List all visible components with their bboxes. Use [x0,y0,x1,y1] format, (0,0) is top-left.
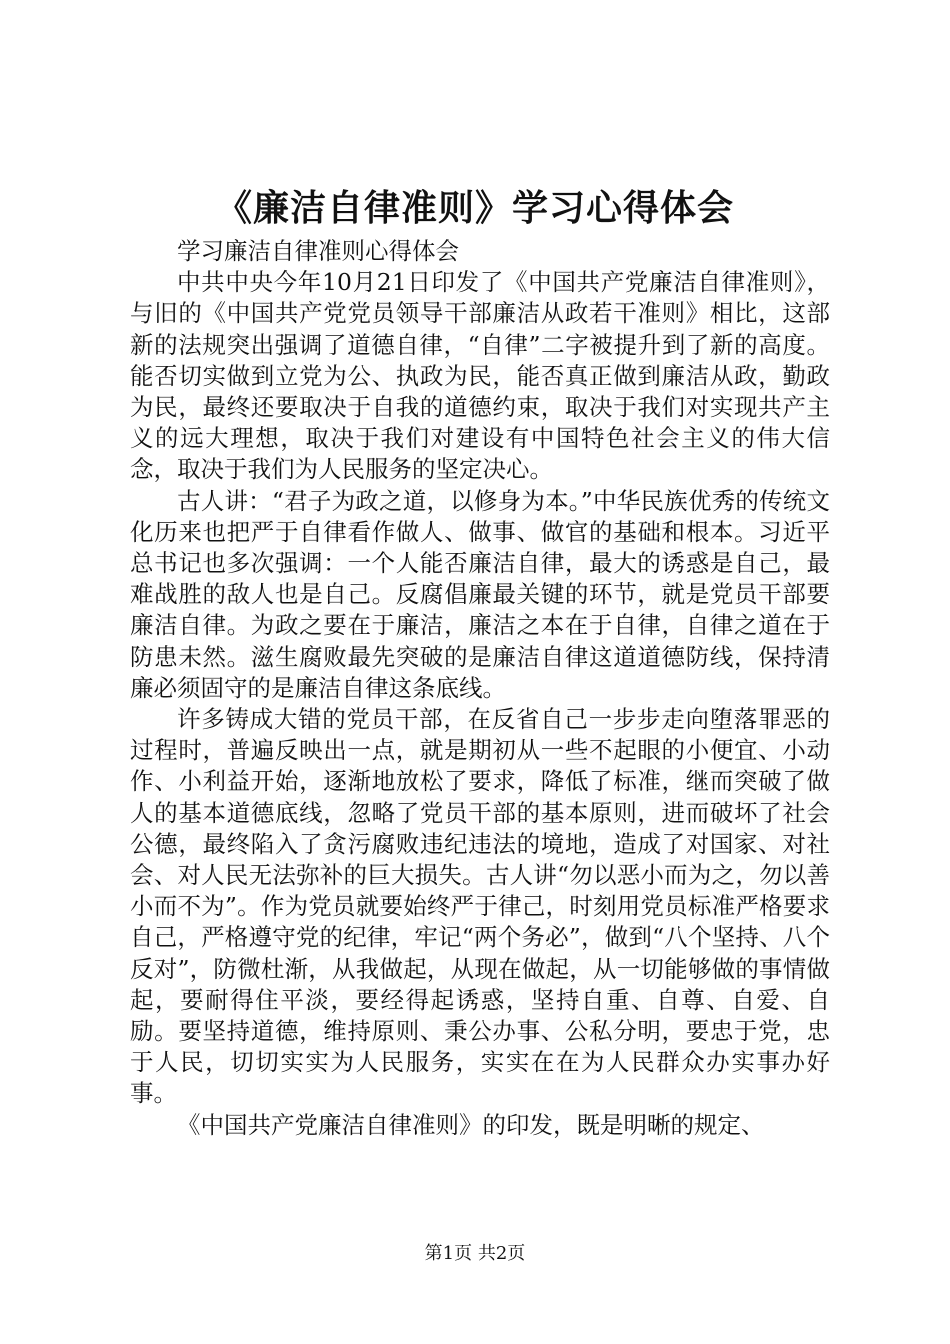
paragraph: 许多铸成大错的党员干部，在反省自己一步步走向堕落罪恶的过程时，普遍反映出一点，就是期初从一些不起眼的小便宜、小动作、小利益开始，逐渐地放松了要求，降低了标准，继而突破了做人的基本道德底线，忽略了党员干部的基本原则，进而破坏了社会公德，最终陷入了贪污腐败违纪违法的境地，造成了对国家、对社会、对人民无法弥补的巨大损失。古人讲“勿以恶小而为之，勿以善小而不为”。作为党员就要始终严于律己，时刻用党员标准严格要求自己，严格遵守党的纪律，牢记“两个务必”，做到“八个坚持、八个反对”，防微杜渐，从我做起，从现在做起，从一切能够做的事情做起，要耐得住平淡，要经得起诱惑，坚持自重、自尊、自爱、自励。要坚持道德，维持原则、秉公办事、公私分明，要忠于党，忠于人民，切切实实为人民服务，实实在在为人民群众办实事办好事。 [130,705,830,1108]
document-title: 《廉洁自律准则》学习心得体会 [215,187,734,229]
paragraph: 古人讲：“君子为政之道，以修身为本。”中华民族优秀的传统文化历来也把严于自律看作做人、做事、做官的基础和根本。习近平总书记也多次强调：一个人能否廉洁自律，最大的诱惑是自己，最难战胜的敌人也是自己。反腐倡廉最关键的环节，就是党员干部要廉洁自律。为政之要在于廉洁，廉洁之本在于自律，自律之道在于防患未然。滋生腐败最先突破的是廉洁自律这道道德防线，保持清廉必须固守的是廉洁自律这条底线。 [130,486,830,702]
paragraph: 《中国共产党廉洁自律准则》的印发，既是明晰的规定、 [177,1110,765,1139]
document-body [130,236,830,1141]
paragraph: 中共中央今年10月21日印发了《中国共产党廉洁自律准则》，与旧的《中国共产党党员领导干部廉洁从政若干准则》相比，这部新的法规突出强调了道德自律，“自律”二字被提升到了新的高度。能否切实做到立党为公、执政为民，能否真正做到廉洁从政，勤政为民，最终还要取决于自我的道德约束，取决于我们对实现共产主义的远大理想，取决于我们对建设有中国特色社会主义的伟大信念，取决于我们为人民服务的坚定决心。 [130,268,830,484]
page-number-footer: 第1页 共2页 [424,1243,526,1264]
document-subtitle: 学习廉洁自律准则心得体会 [177,237,459,265]
